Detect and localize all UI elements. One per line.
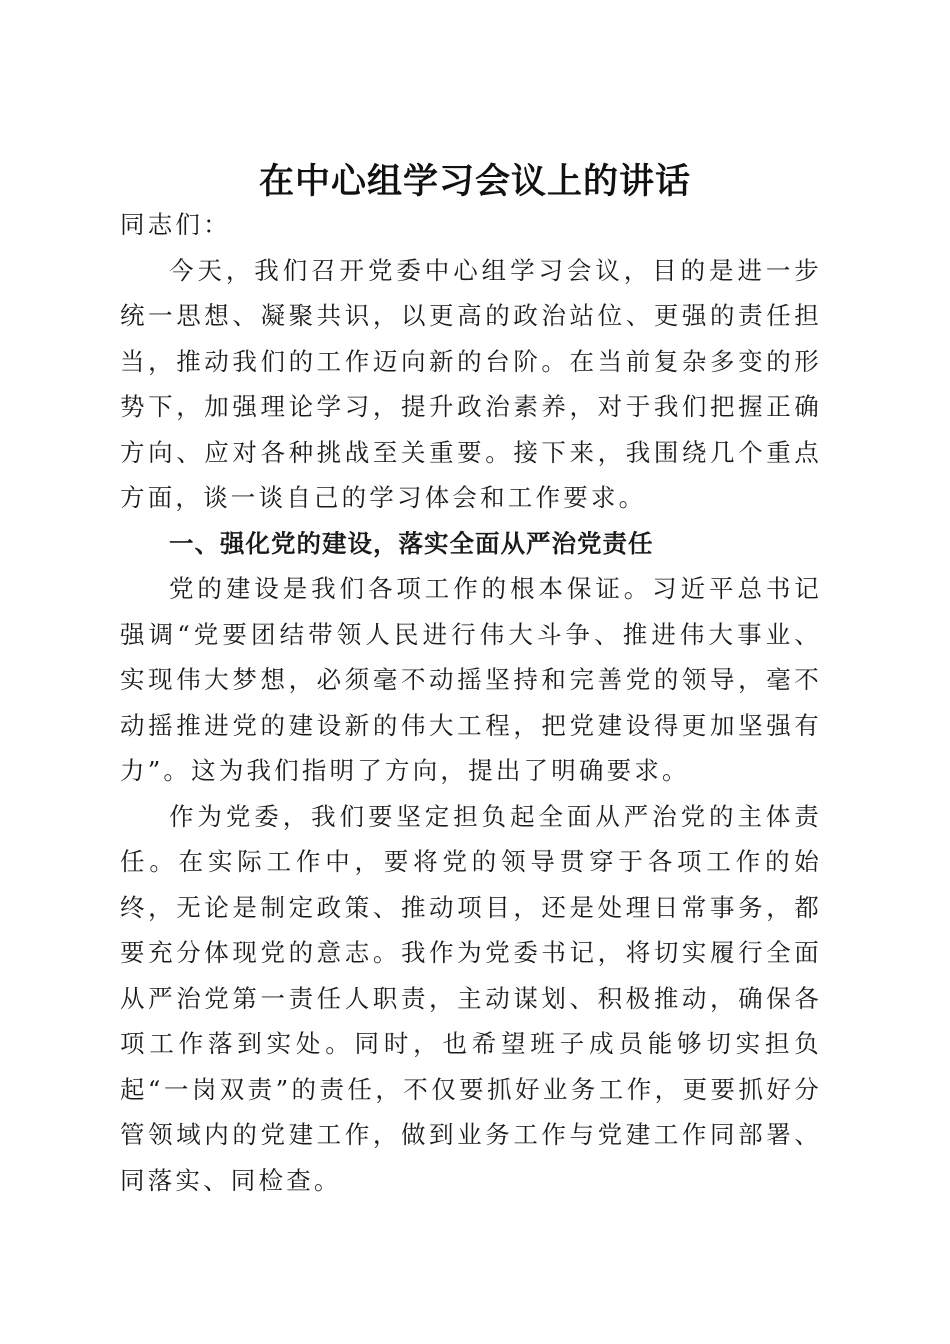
document-title: 在中心组学习会议上的讲话 xyxy=(258,161,691,203)
intro-paragraph: 今天，我们召开党委中心组学习会议，目的是进一步统一思想、凝聚共识，以更高的政治站位、更强的责任担当，推动我们的工作迈向新的台阶。在当前复杂多变的形势下，加强理论学习，提升政治素养，对于我们把握正确方向、应对各种挑战至关重要。接下来，我围绕几个重点方面，谈一谈自己的学习体会和工作要求。 xyxy=(120,255,822,512)
document-body xyxy=(120,202,822,1203)
section-paragraph-1: 党的建设是我们各项工作的根本保证。习近平总书记强调“党要团结带领人民进行伟大斗争、推进伟大事业、实现伟大梦想，必须毫不动摇坚持和完善党的领导，毫不动摇推进党的建设新的伟大工程，把党建设得更加坚强有力”。这为我们指明了方向，提出了明确要求。 xyxy=(120,574,822,785)
salutation: 同志们： xyxy=(120,210,231,239)
section-paragraph-2: 作为党委，我们要坚定担负起全面从严治党的主体责任。在实际工作中，要将党的领导贯穿于各项工作的始终，无论是制定政策、推动项目，还是处理日常事务，都要充分体现党的意志。我作为党委书记，将切实履行全面从严治党第一责任人职责，主动谋划、积极推动，确保各项工作落到实处。同时，也希望班子成员能够切实担负起“一岗双责”的责任，不仅要抓好业务工作，更要抓好分管领域内的党建工作，做到业务工作与党建工作同部署、同落实、同检查。 xyxy=(120,801,822,1195)
section-heading: 一、强化党的建设，落实全面从严治党责任 xyxy=(169,528,654,558)
